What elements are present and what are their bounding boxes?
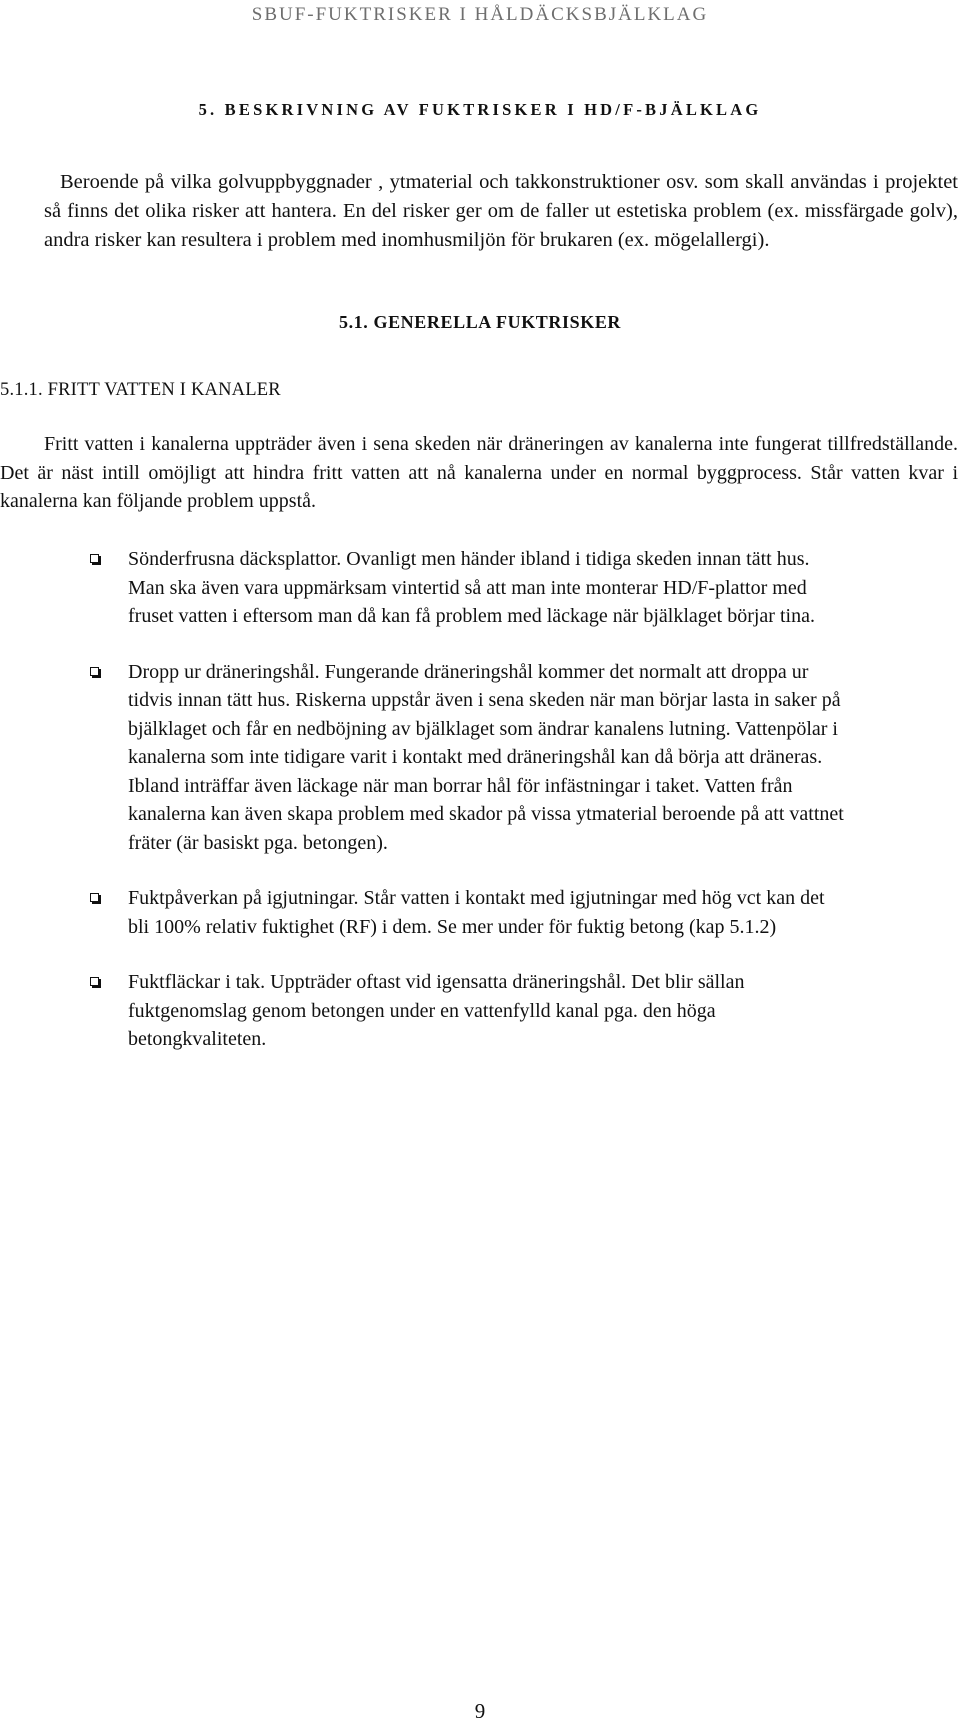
risk-list bbox=[0, 545, 960, 1081]
checkbox-bullet-icon bbox=[90, 667, 99, 676]
checkbox-bullet-icon bbox=[90, 893, 99, 902]
running-header: SBUF-FUKTRISKER I HÅLDÄCKSBJÄLKLAG bbox=[251, 4, 709, 25]
checkbox-bullet-icon bbox=[90, 977, 99, 986]
list-item-text: Sönderfrusna däcksplattor. Ovanligt men händer ibland i tidiga skeden innan tätt hus. Man ska även vara uppmärksam vintertid så att man inte monterar HD/F-plattor med fruset vatten i eftersom man då kan få problem med läckage när bjälklaget börjar tina. bbox=[128, 548, 815, 627]
section-heading: 5.1. GENERELLA FUKTRISKER bbox=[338, 312, 622, 332]
list-item bbox=[0, 658, 846, 858]
list-item bbox=[0, 884, 846, 941]
list-item bbox=[0, 545, 846, 631]
intro-paragraph: Beroende på vilka golvuppbyggnader , ytmaterial och takkonstruktioner osv. som skall användas i projektet så finns det olika risker att hantera. En del risker ger om de faller ut estetiska problem (ex. missfärgade golv), andra risker kan resultera i problem med inomhusmiljön för brukaren (ex. mögelallergi). bbox=[44, 171, 958, 251]
body-paragraph: Fritt vatten i kanalerna uppträder även i sena skeden när dräneringen av kanalerna inte fungerat tillfredställande. Det är näst intill omöjligt att hindra fritt vatten att nå kanalerna under en normal byggprocess. Står vatten kvar i kanalerna kan följande problem uppstå. bbox=[0, 433, 958, 512]
list-item bbox=[0, 968, 846, 1054]
list-item-text: Fuktpåverkan på igjutningar. Står vatten i kontakt med igjutningar med hög vct kan det bli 100% relativ fuktighet (RF) i dem. Se mer under för fuktig betong (kap 5.1.2) bbox=[128, 887, 825, 938]
page-number: 9 bbox=[474, 1699, 486, 1723]
chapter-heading: 5. BESKRIVNING AV FUKTRISKER I HD/F-BJÄLKLAG bbox=[198, 100, 762, 119]
checkbox-bullet-icon bbox=[90, 554, 99, 563]
list-item-text: Dropp ur dräneringshål. Fungerande dräneringshål kommer det normalt att droppa ur tidvis innan tätt hus. Riskerna uppstår även i sena skeden när man börjar lasta in saker på bjälklaget och får en nedböjning av bjälklaget som ändrar kanalens lutning. Vattenpölar i kanalerna som inte tidigare varit i kontakt med dräneringshål kan då börja att dräneras. Ibland inträffar även läckage när man borrar hål för infästningar i taket. Vatten från kanalerna kan även skapa problem med skador på vissa ytmaterial beroende på att vattnet fräter (är basiskt pga. betongen). bbox=[128, 660, 844, 854]
list-item-text: Fuktfläckar i tak. Uppträder oftast vid igensatta dräneringshål. Det blir sällan fuktgenomslag genom betongen under en vattenfylld kanal pga. den höga betongkvaliteten. bbox=[128, 971, 745, 1050]
subsection-heading: 5.1.1. FRITT VATTEN I KANALER bbox=[0, 380, 281, 400]
